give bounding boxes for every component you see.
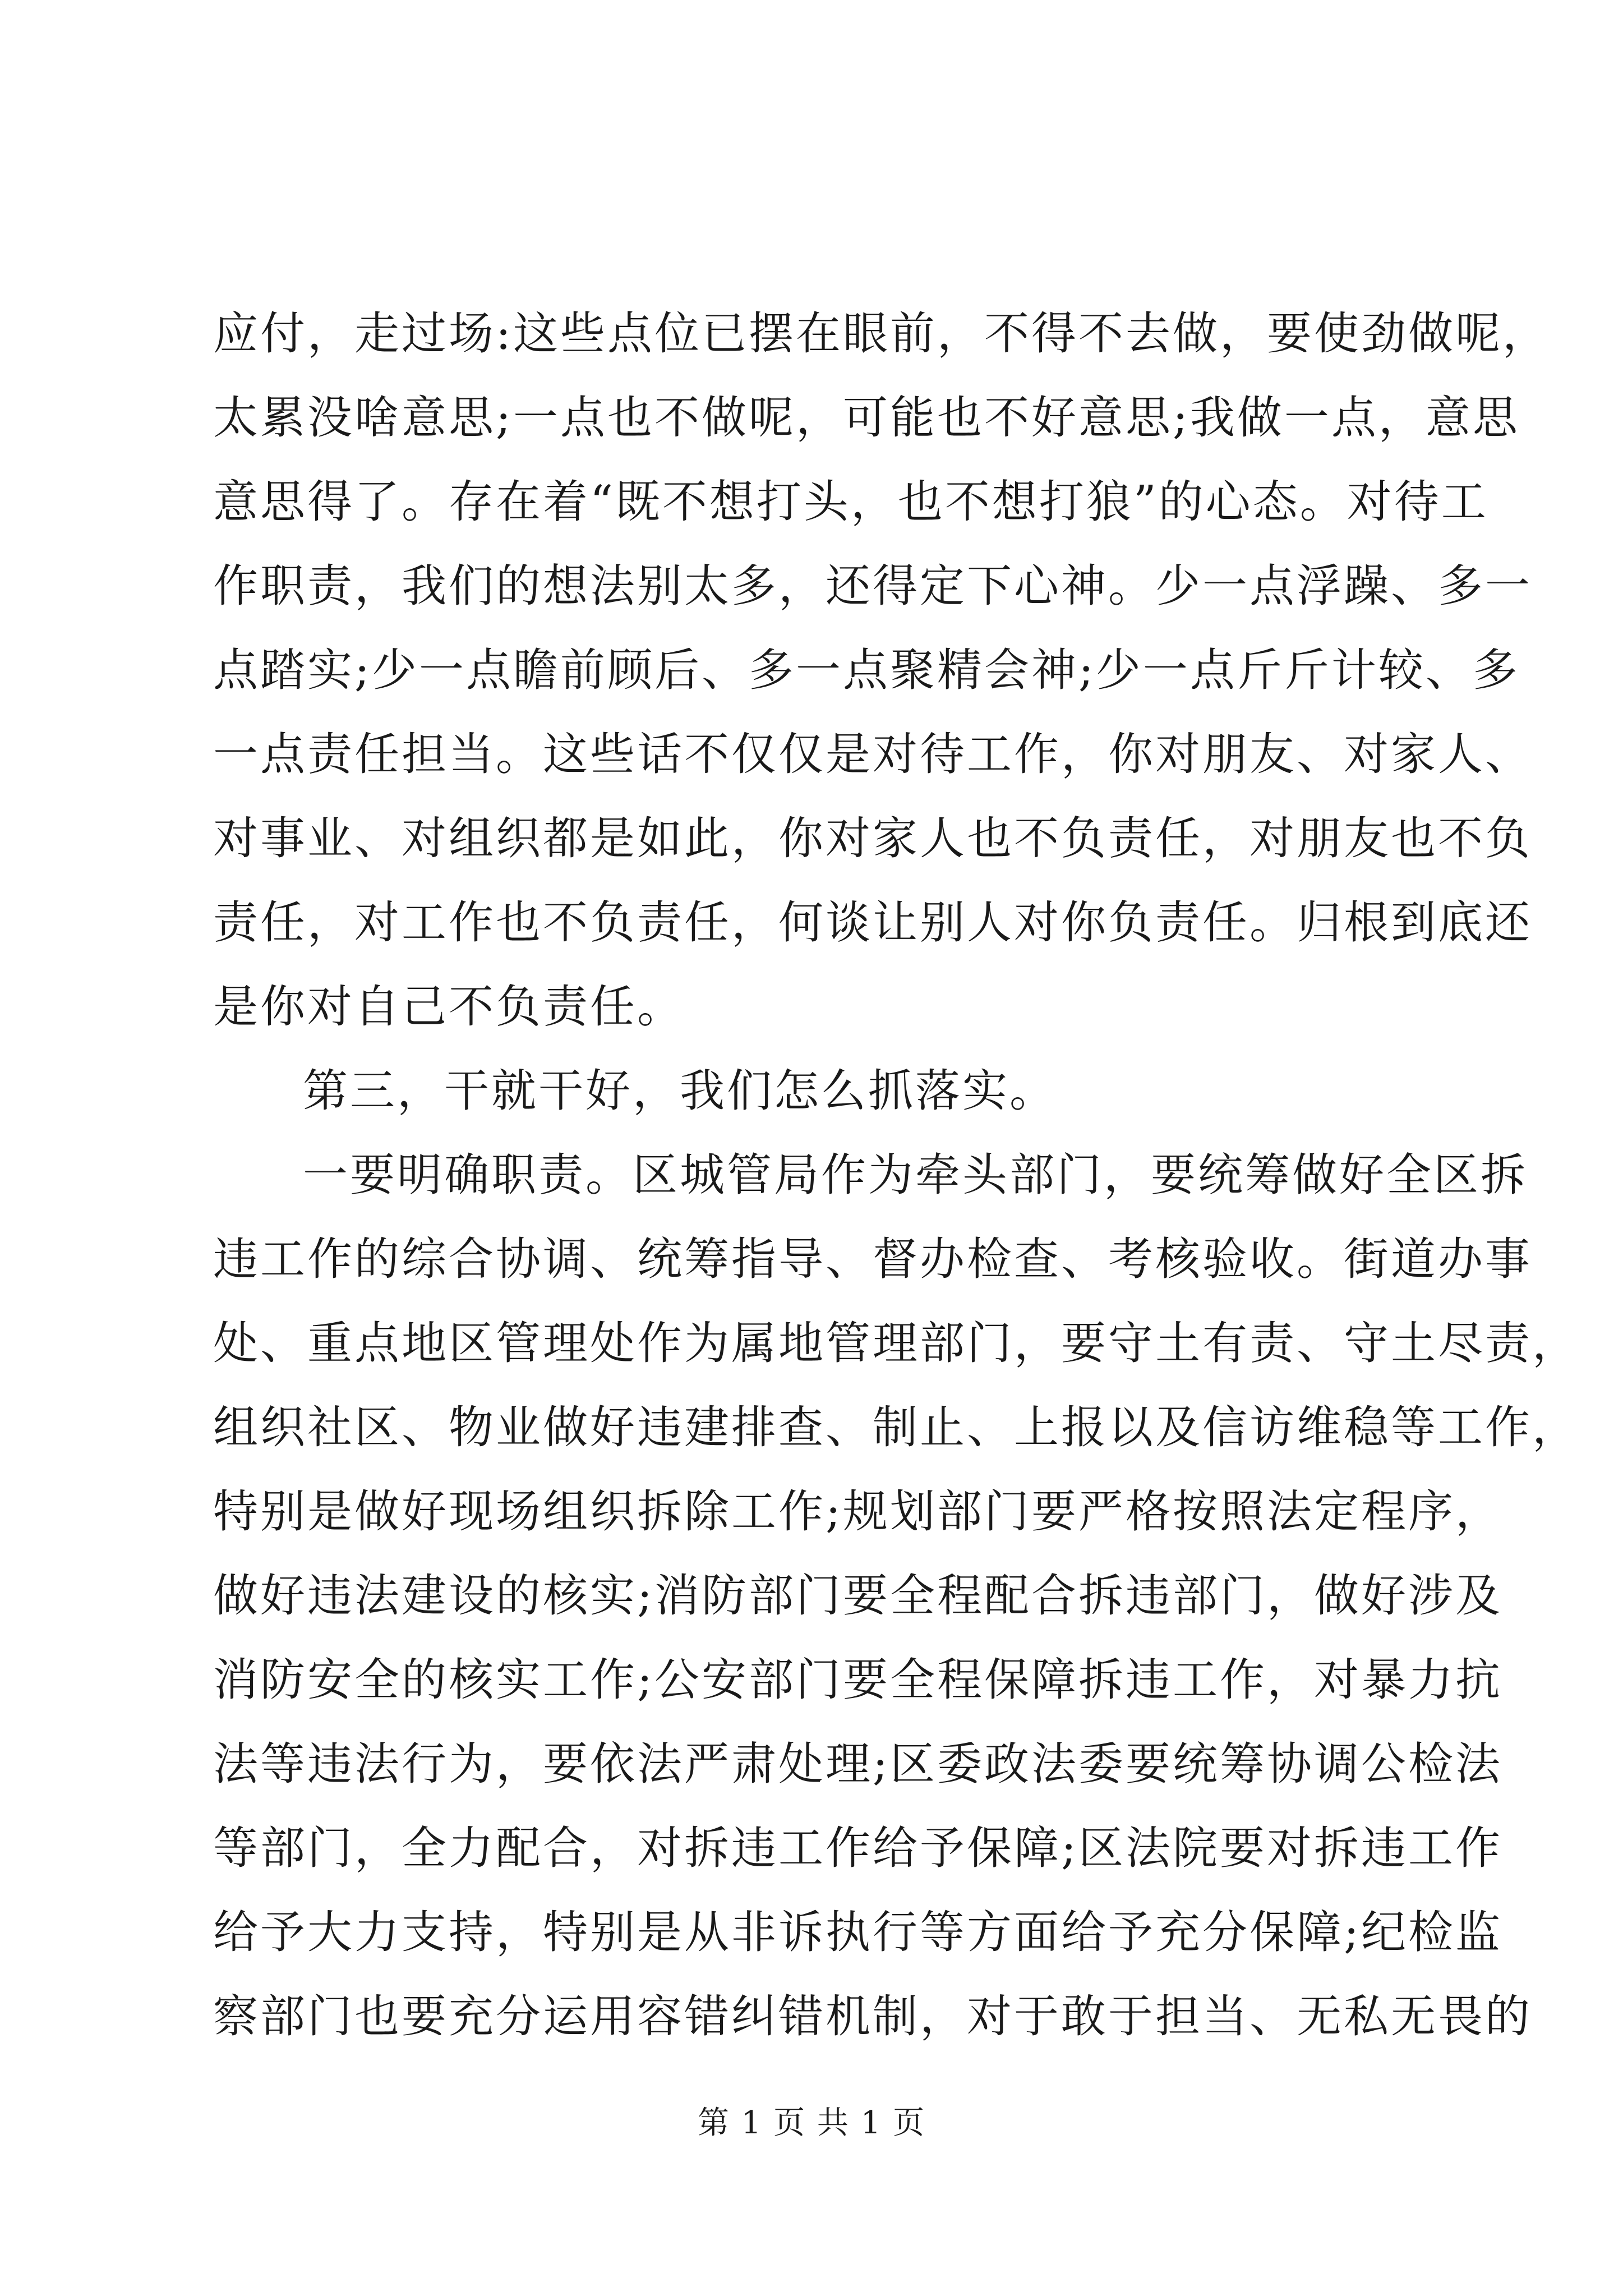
page-number-label: 第 1 页 共 1 页	[697, 2105, 926, 2141]
page-footer	[0, 2101, 1623, 2146]
text-line: 应付，走过场:这些点位已摆在眼前，不得不去做，要使劲做呢，	[213, 307, 1550, 360]
section-heading: 第三，干就干好，我们怎么抓落实。	[303, 1065, 1057, 1117]
text-line: 察部门也要充分运用容错纠错机制，对于敢于担当、无私无畏的	[213, 1990, 1532, 2042]
text-line: 意思得了。存在着“既不想打头，也不想打狼”的心态。对待工	[213, 476, 1488, 528]
text-line: 是你对自己不负责任。	[213, 981, 684, 1033]
text-line: 给予大力支持，特别是从非诉执行等方面给予充分保障;纪检监	[213, 1906, 1502, 1958]
paragraph-start-line: 一要明确职责。区城管局作为牵头部门，要统筹做好全区拆	[303, 1149, 1528, 1201]
text-line: 消防安全的核实工作;公安部门要全程保障拆违工作，对暴力抗	[213, 1654, 1502, 1706]
text-line: 特别是做好现场组织拆除工作;规划部门要严格按照法定程序，	[213, 1485, 1502, 1538]
text-line: 一点责任担当。这些话不仅仅是对待工作，你对朋友、对家人、	[213, 728, 1532, 780]
text-line: 太累没啥意思;一点也不做呢，可能也不好意思;我做一点，意思	[213, 392, 1520, 444]
text-line: 违工作的综合协调、统筹指导、督办检查、考核验收。街道办事	[213, 1233, 1532, 1285]
text-line: 对事业、对组织都是如此，你对家人也不负责任，对朋友也不负	[213, 812, 1532, 864]
text-line: 做好违法建设的核实;消防部门要全程配合拆违部门，做好涉及	[213, 1570, 1502, 1622]
body-text	[213, 292, 1579, 2059]
text-line: 点踏实;少一点瞻前顾后、多一点聚精会神;少一点斤斤计较、多	[213, 644, 1520, 696]
text-line: 作职责，我们的想法别太多，还得定下心神。少一点浮躁、多一	[213, 560, 1532, 612]
text-line: 处、重点地区管理处作为属地管理部门，要守土有责、守土尽责，	[213, 1317, 1579, 1369]
text-line: 法等违法行为，要依法严肃处理;区委政法委要统筹协调公检法	[213, 1738, 1502, 1790]
text-line: 等部门，全力配合，对拆违工作给予保障;区法院要对拆违工作	[213, 1822, 1502, 1874]
text-line: 组织社区、物业做好违建排查、制止、上报以及信访维稳等工作，	[213, 1401, 1579, 1453]
text-line: 责任，对工作也不负责任，何谈让别人对你负责任。归根到底还	[213, 896, 1532, 949]
